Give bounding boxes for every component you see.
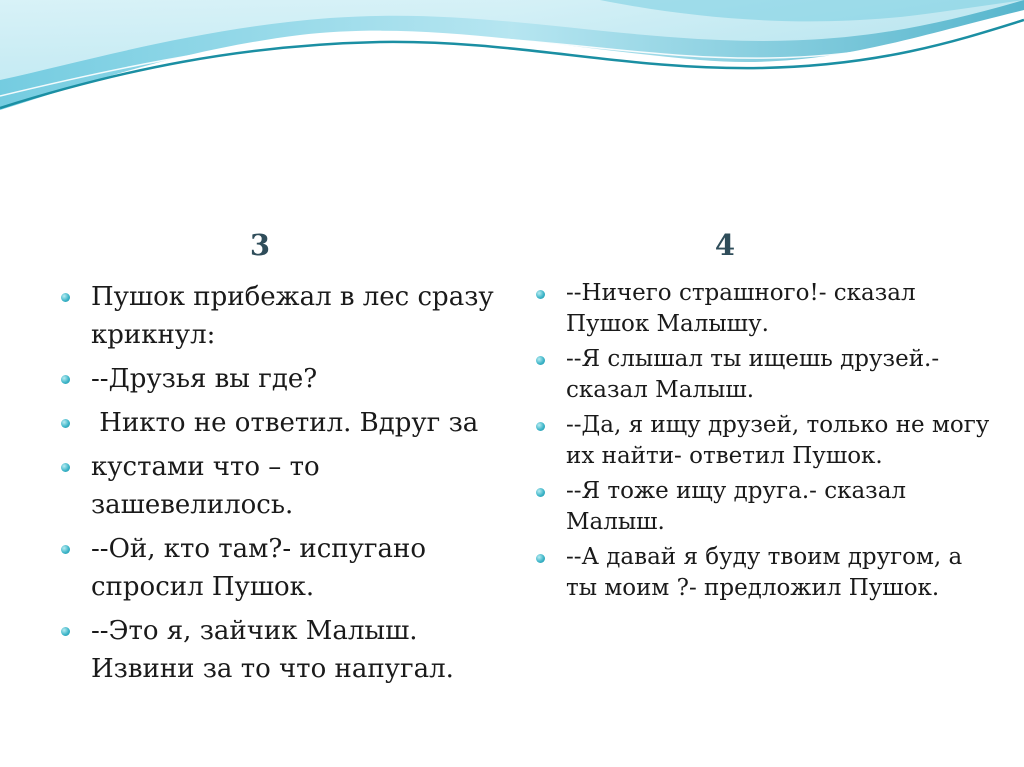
list-item-text: Никто не ответил. Вдруг за <box>91 408 479 438</box>
list-item <box>535 410 995 472</box>
list-item <box>60 612 500 688</box>
list-item <box>60 404 500 442</box>
list-item-text: --Да, я ищу друзей, только не могу их найти- ответил Пушок. <box>566 412 990 469</box>
bullet-icon <box>536 422 545 431</box>
bullet-icon <box>61 463 70 472</box>
left-column <box>60 228 500 694</box>
right-bullet-list <box>535 278 995 604</box>
bullet-icon <box>536 356 545 365</box>
left-bullet-list <box>60 278 500 688</box>
header-wave-decoration <box>0 0 1024 130</box>
list-item-text: кустами что – то зашевелилось. <box>91 452 320 520</box>
right-column <box>535 228 995 608</box>
list-item-text: --Я тоже ищу друга.- сказал Малыш. <box>566 478 907 535</box>
bullet-icon <box>61 419 70 428</box>
list-item-text: --А давай я буду твоим другом, а ты моим ?- предложил Пушок. <box>566 544 963 601</box>
list-item-text: --Ой, кто там?- испугано спросил Пушок. <box>91 534 427 602</box>
list-item-text: Пушок прибежал в лес сразу крикнул: <box>91 282 494 350</box>
left-heading: 3 <box>249 228 271 262</box>
list-item-text: --Ничего страшного!- сказал Пушок Малышу. <box>566 280 916 337</box>
list-item <box>60 360 500 398</box>
list-item-text: --Друзья вы где? <box>91 364 318 394</box>
bullet-icon <box>61 627 70 636</box>
list-item <box>535 278 995 340</box>
list-item-text: --Я слышал ты ищешь друзей.- сказал Малыш. <box>566 346 940 403</box>
bullet-icon <box>61 293 70 302</box>
list-item <box>60 278 500 354</box>
list-item <box>60 530 500 606</box>
list-item-text: --Это я, зайчик Малыш. Извини за то что напугал. <box>91 616 454 684</box>
right-heading: 4 <box>714 228 736 262</box>
bullet-icon <box>536 488 545 497</box>
list-item <box>60 448 500 524</box>
list-item <box>535 476 995 538</box>
bullet-icon <box>61 375 70 384</box>
bullet-icon <box>61 545 70 554</box>
list-item <box>535 542 995 604</box>
bullet-icon <box>536 554 545 563</box>
list-item <box>535 344 995 406</box>
bullet-icon <box>536 290 545 299</box>
